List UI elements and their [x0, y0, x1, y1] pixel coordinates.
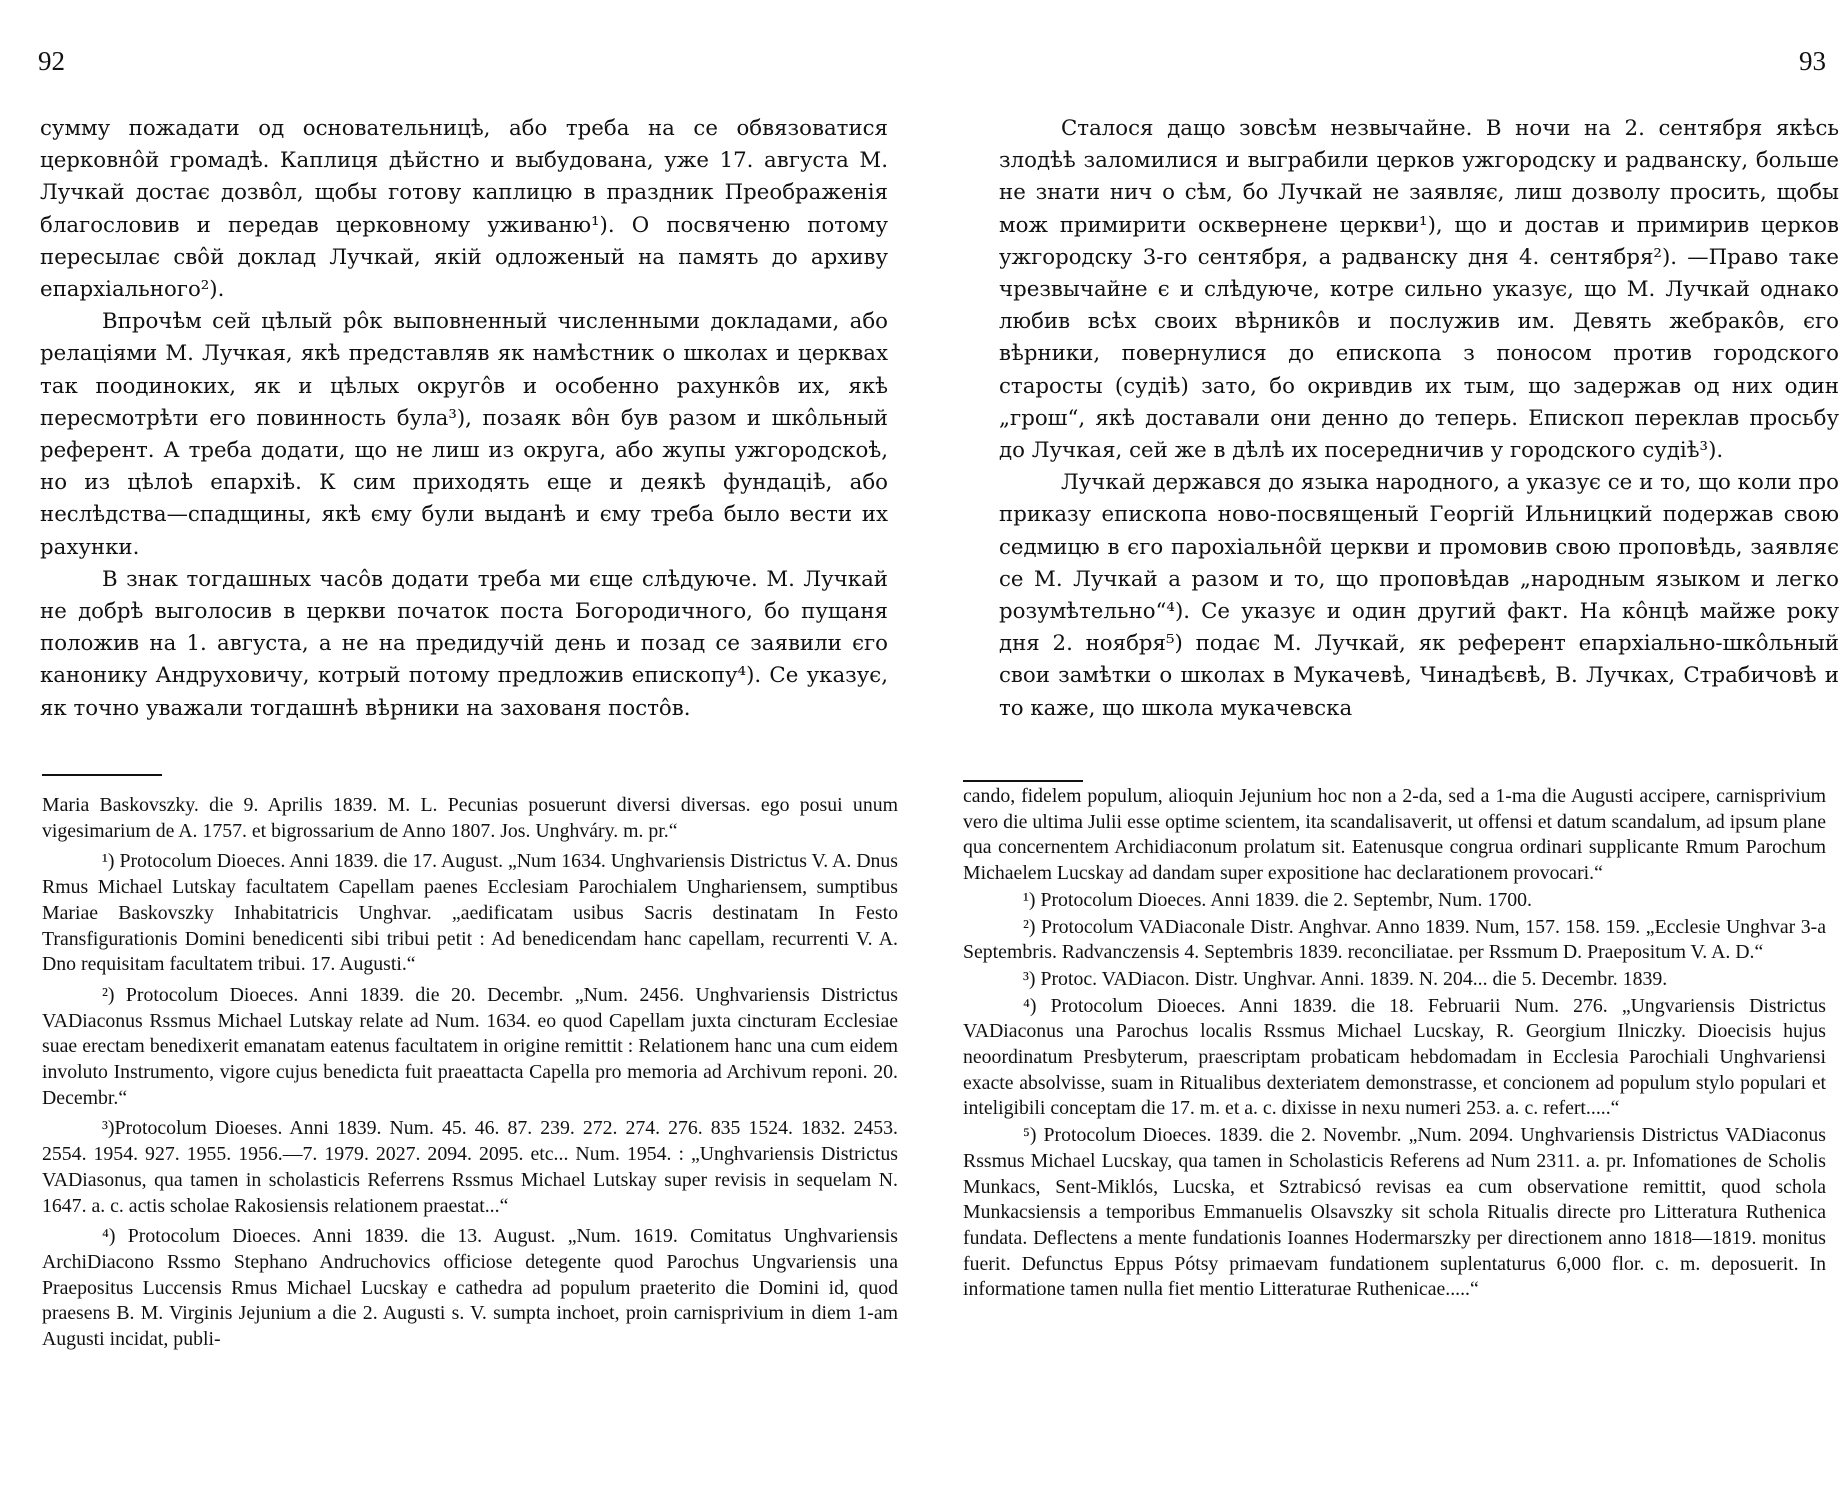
left-footnote-2: ²) Protocolum Dioeces. Anni 1839. die 20. Decembr. „Num. 2456. Unghvariensis Districtus VADiaconus Rssmus Michael Lutskay relate ad Num. 1634. eo quod Capellam juxta cincturam Ecclesiae suae erectam benedixerit emanatam eatenus facultatem in origine remittit : Relationem hanc una cum eidem involuto Instrumento, vigore cujus benedicta fuit praeattacta Capella pro memoria ad Archivum reponi. 20. Decembr.“ [42, 983, 898, 1109]
right-footnote-1: ¹) Protocolum Dioeces. Anni 1839. die 2. Septembr, Num. 1700. [1023, 888, 1532, 911]
left-footnote-divider [42, 774, 162, 776]
right-footnote-continuation: cando, fidelem populum, alioquin Jejunium hoc non a 2-da, sed a 1-ma die Augusti accipere, carnisprivium vero die ultima Julii esse optime scientem, ita scandalisaverit, ut offensi et datum scandalum, ad ipsum plane qua concernentem Archidiaconum prolatum sit. Eatenusque congrua ordinari supplicante Rmum Parochum Michaelem Lucskay ad dandam super expositione hac declarationem provocari.“ [963, 785, 1826, 885]
left-paragraph-1: сумму пожадати од основательницѣ, або треба на се обвязоватися церковнôй громадѣ. Каплиця дѣйстно и выбудована, уже 17. августа М. Лучкай достає дозвôл, щобы готову каплицю в праздник Преображенія благословив и передав церковному уживаню¹). О посвяченю потому пересылає свôй доклад Лучкай, якій одложеный на память до архиву епархіального²). [40, 116, 888, 303]
right-paragraph-1: Сталося дащо зовсѣм незвычайне. В ночи на 2. сентября якѣсь злодѣѣ заломилися и выграбили церков ужгородску и радванску, больше не знати нич о сѣм, бо Лучкай не заявляє, лиш дозволу просить, щобы мож примирити осквернене церкви¹), що и достав и примирив церков ужгородску 3-го сентября, а радванску дня 4. сентября²). —Право таке чрезвычайне є и слѣдуюче, котре сильно указує, що М. Лучкай однако любив всѣх своих вѣрникôв и послужив им. Девять жебракôв, єго вѣрники, повернулися до епископа з поносом против городского старосты (судіѣ) зато, бо окривдив их тым, що задержав од них один „грош“, якѣ доставали они денно до теперь. Епископ переклав просьбу до Лучкая, сей же в дѣлѣ их посередничив у городского судіѣ³). [999, 116, 1839, 464]
right-paragraph-2: Лучкай держався до языка народного, а указує се и то, що коли про приказу епископа ново-посвященый Георгій Ильницкий подержав свою седмицю в єго парохіальнôй церкви и промовив свою проповѣдь, заявляє се М. Лучкай а разом и то, що проповѣдав „народным языком и легко розумѣтельно“⁴). Се указує и один другий факт. На кôнцѣ майже року дня 2. ноября⁵) подає М. Лучкай, як референт епархіально-шкôльный свои замѣтки о школах в Мукачевѣ, Чинадѣєвѣ, В. Лучках, Страбичовѣ и то каже, що школа мукачевска [999, 470, 1839, 721]
left-footnote-continuation: Maria Baskovszky. die 9. Aprilis 1839. M. L. Pecunias posuerunt diversi diversas. ego posui unum vigesimarium de A. 1757. et bigrossarium de Anno 1807. Jos. Unghváry. m. pr.“ [42, 794, 898, 842]
right-footnotes [963, 784, 1826, 1303]
right-footnote-4: ⁴) Protocolum Dioeces. Anni 1839. die 18. Februarii Num. 276. „Ungvariensis Districtus VADiaconus una Parochus localis Rssmus Michael Lucskay, R. Georgium Ilniczky. Dioecisis hujus neoordinatum Presbyterum, praescriptam probaticam hebdomadam in Ecclesia Parochiali Unghvariensi exacte absolvisse, suam in Ritualibus dexteriatem demonstrasse, et concionem ad populum stylo populari et inteligibili conceptam die 17. m. et a. c. dixisse in nexu numeri 253. a. c. refert.....“ [963, 994, 1826, 1120]
right-body-text [999, 113, 1839, 725]
left-body-text [40, 113, 888, 725]
left-footnote-3: ³)Protocolum Dioeses. Anni 1839. Num. 45. 46. 87. 239. 272. 274. 276. 835 1524. 1832. 2453. 2554. 1954. 927. 1955. 1956.—7. 1979. 2027. 2094. 2095. etc... Num. 1954. : „Unghvariensis Districtus VADiasonus, qua tamen in scholasticis Referrens Rssmus Michael Lutskay super revisis in sequelam N. 1647. a. c. actis scholae Rakosiensis relationem praestat...“ [42, 1117, 898, 1217]
page-number-right: 93 [1799, 46, 1826, 76]
right-page [923, 0, 1846, 1500]
page-number-left: 92 [38, 46, 65, 76]
left-footnote-4: ⁴) Protocolum Dioeces. Anni 1839. die 13. August. „Num. 1619. Comitatus Unghvariensis ArchiDiacono Rssmo Stephano Andruchovics officiose detegente quod Parochus Ungvariensis una Praepositus Luccensis Rmus Michael Lucskay e cathedra ad populum praeterito die Domini id, quod praesens B. M. Virginis Jejunium a die 2. Augusti s. V. sumpta inchoet, proin carnisprivium in diem 1-am Augusti incidat, publi- [42, 1225, 898, 1351]
right-footnote-5: ⁵) Protocolum Dioeces. 1839. die 2. Novembr. „Num. 2094. Unghvariensis Districtus VADiaconus Rssmus Michael Lucskay, qua tamen in Scholasticis Referens ad Num 2311. a. pr. Infomationes de Scholis Munkacs, Sent-Miklós, Lucska, et Sztrabicsó revisas ea cum observatione remittit, quod schola Munkacsiensis a temporibus Emmanuelis Olsavszky sit schola Ritualis directe pro Litteratura Ruthenica fundata. Deflectens a mente fundationis Ioannes Hodermarszky per directionem anno 1818—1819. monitus fuerit. Defunctus Eppus Pótsy primaevam fundationem suplentaturus 6,000 flor. c. m. deposuerit. In informatione tamen nulla fiet mentio Litteraturae Ruthenicae.....“ [963, 1124, 1826, 1301]
right-footnote-3: ³) Protoc. VADiacon. Distr. Unghvar. Anni. 1839. N. 204... die 5. Decembr. 1839. [1023, 967, 1668, 990]
left-paragraph-2: Впрочѣм сей цѣлый рôк выповненный численными докладами, або релаціями М. Лучкая, якѣ представляв як намѣстник о школах и церквах так поодиноких, як и цѣлых округôв и особенно рахункôв их, якѣ пересмотрѣти его повинность була³), позаяк вôн був разом и шкôльный референт. А треба додати, що не лиш из округа, або жупы ужгородскоѣ, но из цѣлоѣ епархіѣ. К сим приходять еще и деякѣ фундаціѣ, або неслѣдства—спадщины, якѣ єму були выданѣ и єму треба было вести их рахунки. [40, 309, 888, 560]
left-paragraph-3: В знак тогдашных часôв додати треба ми єще слѣдуюче. М. Лучкай не добрѣ выголосив в церкви початок поста Богородичного, бо пущаня положив на 1. августа, а не на предидучій день и позад се заявили єго канонику Андруховичу, котрый потому предложив епископу⁴). Се указує, як точно уважали тогдашнѣ вѣрники на захованя постôв. [40, 566, 888, 721]
right-footnote-2: ²) Protocolum VADiaconale Distr. Anghvar. Anno 1839. Num, 157. 158. 159. „Ecclesie Unghvar 3-a Septembris. Radvanczensis 4. Septembris 1839. reconciliatae. per Rssmum D. Praepositum V. A. D.“ [963, 915, 1826, 964]
left-footnotes [42, 793, 898, 1353]
right-footnote-divider [963, 780, 1083, 782]
left-footnote-1: ¹) Protocolum Dioeces. Anni 1839. die 17. August. „Num 1634. Unghvariensis Districtus V. A. Dnus Rmus Michael Lutskay facultatem Capellam paenes Ecclesiam Parochialem Unghariensem, sumptibus Mariae Baskovszky Inhabitatricis Unghvar. „aedificatam usibus Sacris destinatam In Festo Transfigurationis Domini benedicenti sibi tribui petit : Ad benedicendam hanc capellam, recurrenti V. A. Dno requisitam facultatem tribui. 17. Augusti.“ [42, 850, 898, 976]
